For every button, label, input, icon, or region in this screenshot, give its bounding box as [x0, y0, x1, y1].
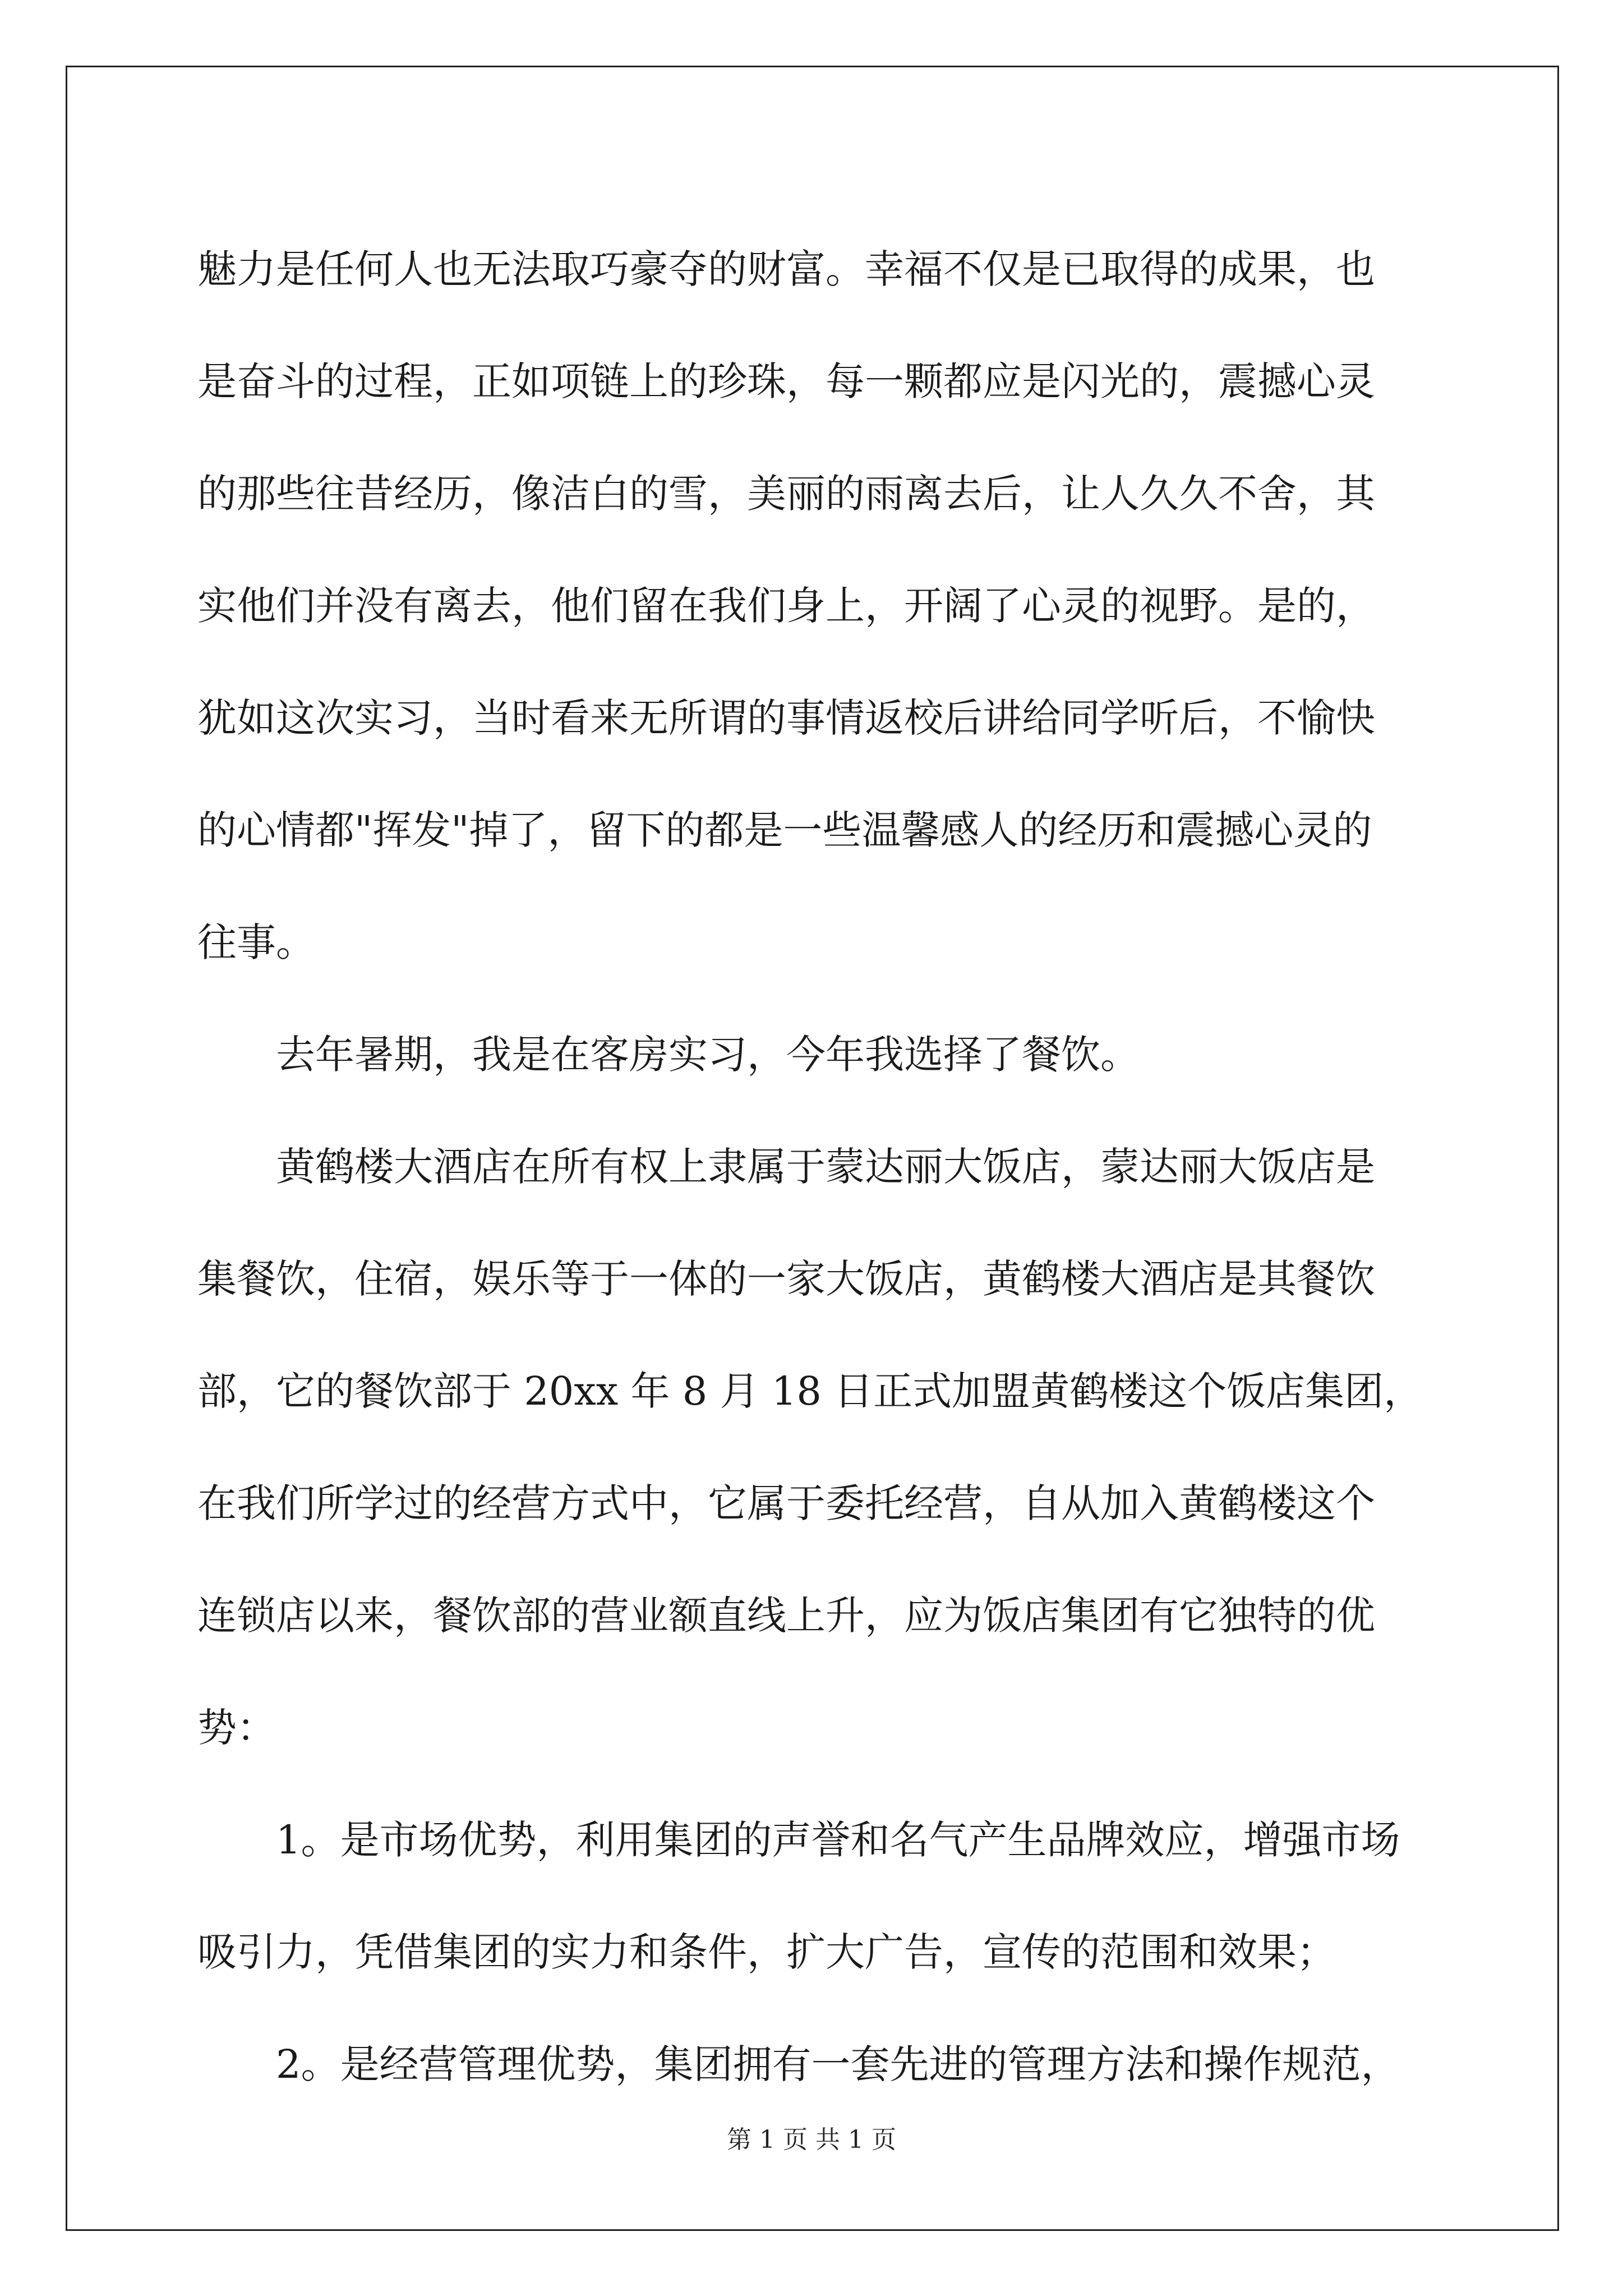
list-item-first-line: 2。是经营管理优势，集团拥有一套先进的管理方法和操作规范， — [276, 2041, 1400, 2087]
list-item-first-line: 1。是市场优势，利用集团的声誉和名气产生品牌效应，增强市场 — [276, 1817, 1400, 1863]
paragraph-first-line: 去年暑期，我是在客房实习，今年我选择了餐饮。 — [276, 1032, 1140, 1078]
text-line: 连锁店以来，餐饮部的营业额直线上升，应为饭店集团有它独特的优 — [197, 1593, 1375, 1639]
text-line: 在我们所学过的经营方式中，它属于委托经营，自从加入黄鹤楼这个 — [197, 1480, 1375, 1526]
text-line: 实他们并没有离去，他们留在我们身上，开阔了心灵的视野。是的， — [197, 583, 1375, 629]
text-line: 集餐饮，住宿，娱乐等于一体的一家大饭店，黄鹤楼大酒店是其餐饮 — [197, 1256, 1375, 1302]
page-footer: 第 1 页 共 1 页 — [727, 2125, 896, 2154]
text-line: 的那些往昔经历，像洁白的雪，美丽的雨离去后，让人久久不舍，其 — [197, 471, 1375, 517]
text-line: 吸引力，凭借集团的实力和条件，扩大广告，宣传的范围和效果； — [197, 1929, 1336, 1975]
text-line: 犹如这次实习，当时看来无所谓的事情返校后讲给同学听后，不愉快 — [197, 695, 1375, 741]
text-line: 是奋斗的过程，正如项链上的珍珠，每一颗都应是闪光的，震撼心灵 — [197, 358, 1375, 404]
paragraph-first-line: 黄鹤楼大酒店在所有权上隶属于蒙达丽大饭店，蒙达丽大饭店是 — [276, 1144, 1375, 1190]
text-line: 魅力是任何人也无法取巧豪夺的财富。幸福不仅是已取得的成果，也 — [197, 246, 1375, 292]
text-line: 部，它的餐饮部于 20xx 年 8 月 18 日正式加盟黄鹤楼这个饭店集团， — [197, 1368, 1423, 1414]
document-body — [197, 213, 1431, 2120]
text-line: 往事。 — [197, 919, 315, 965]
text-line: 的心情都"挥发"掉了，留下的都是一些温馨感人的经历和震撼心灵的 — [197, 807, 1372, 853]
text-line: 势： — [197, 1705, 276, 1751]
